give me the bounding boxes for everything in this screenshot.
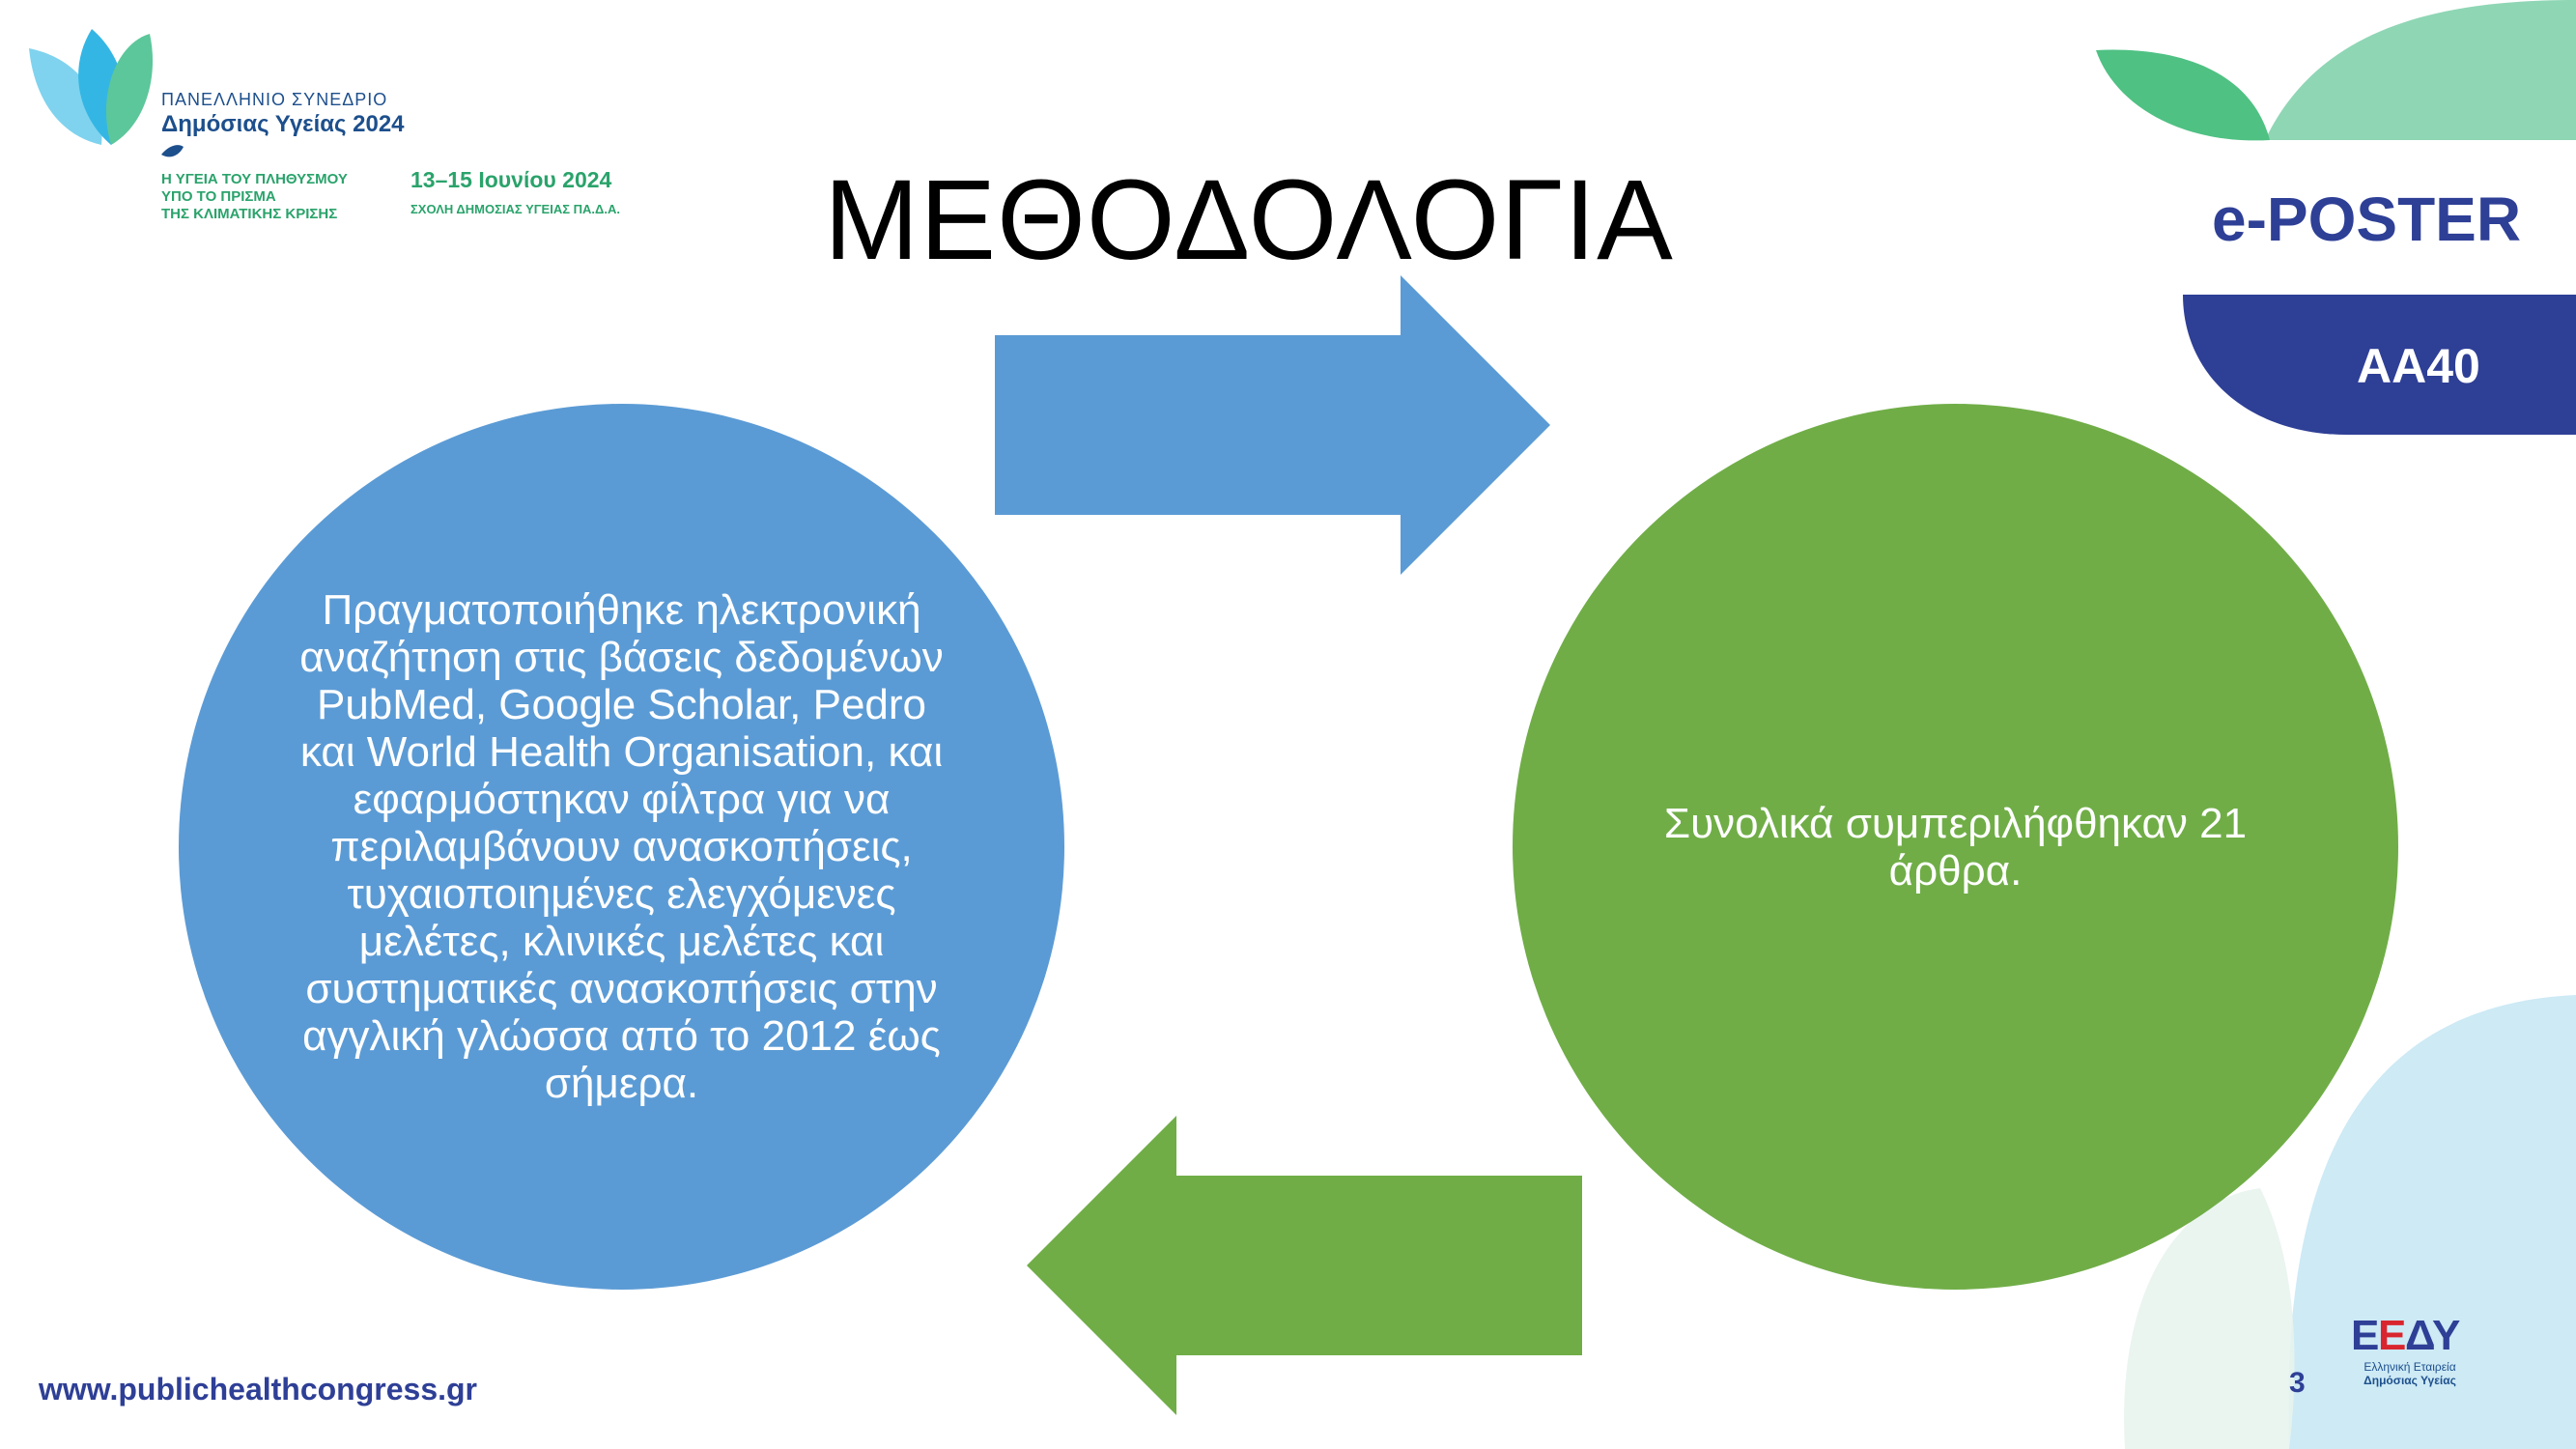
eody-logo-icon (2349, 1309, 2465, 1357)
eody-logo-text (2347, 1360, 2473, 1387)
left-circle (179, 404, 1064, 1290)
logo-leaf-right (106, 34, 153, 145)
green-leaf-shape (2096, 50, 2270, 141)
eody-text-line: Δημόσιας Υγείας (2364, 1374, 2456, 1387)
left-circle-text: Πραγματοποιήθηκε ηλεκτρονική αναζήτηση στις βάσεις δεδομένων PubMed, Google Scholar, Pedro και World Health Organisation, και εφαρμόστηκαν φίλτρα για να περιλαμβάνουν ανασκοπήσεις, τυχαιοποιημένες ελεγχόμενες μελέτες, κλινικές μελέτες και συστηματικές ανασκοπήσεις στην αγγλική γλώσσα από το 2012 έως σήμερα. (299, 586, 944, 1107)
arrow-left-icon (1027, 1116, 1582, 1420)
svg-text:E: E (2351, 1312, 2380, 1357)
eody-text-line: Ελληνική Εταιρεία (2364, 1360, 2456, 1374)
logo-theme-line: Η ΥΓΕΙΑ ΤΟΥ ΠΛΗΘΥΣΜΟΥ (161, 171, 348, 187)
logo-theme-line: ΥΠΟ ΤΟ ΠΡΙΣΜΑ (161, 188, 276, 205)
svg-text:Ε: Ε (2378, 1312, 2407, 1357)
page-number: 3 (2289, 1367, 2306, 1399)
slide-title: ΜΕΘΟΔΟΛΟΓΙΑ (824, 156, 1674, 284)
svg-text:Υ: Υ (2432, 1312, 2461, 1357)
eposter-badge: e-POSTER (2212, 185, 2522, 254)
logo-theme-line: ΤΗΣ ΚΛΙΜΑΤΙΚΗΣ ΚΡΙΣΗΣ (161, 206, 338, 222)
mint-leaf-shape (2265, 0, 2576, 140)
logo-dates: 13–15 Ιουνίου 2024 (410, 167, 612, 192)
logo-congress-name: Δημόσιας Υγείας 2024 (161, 111, 405, 137)
poster-code: AA40 (2357, 339, 2480, 393)
svg-text:Δ: Δ (2405, 1312, 2436, 1357)
logo-congress-label: ΠΑΝΕΛΛΗΝΙΟ ΣΥΝΕΔΡΙΟ (161, 90, 388, 109)
website-link[interactable]: www.publichealthcongress.gr (39, 1372, 477, 1406)
logo-school: ΣΧΟΛΗ ΔΗΜΟΣΙΑΣ ΥΓΕΙΑΣ ΠΑ.Δ.Α. (410, 202, 620, 216)
arrow-right-icon (995, 275, 1550, 580)
right-circle (1513, 404, 2398, 1290)
right-circle-text: Συνολικά συμπεριλήφθηκαν 21 άρθρα. (1663, 799, 2248, 895)
